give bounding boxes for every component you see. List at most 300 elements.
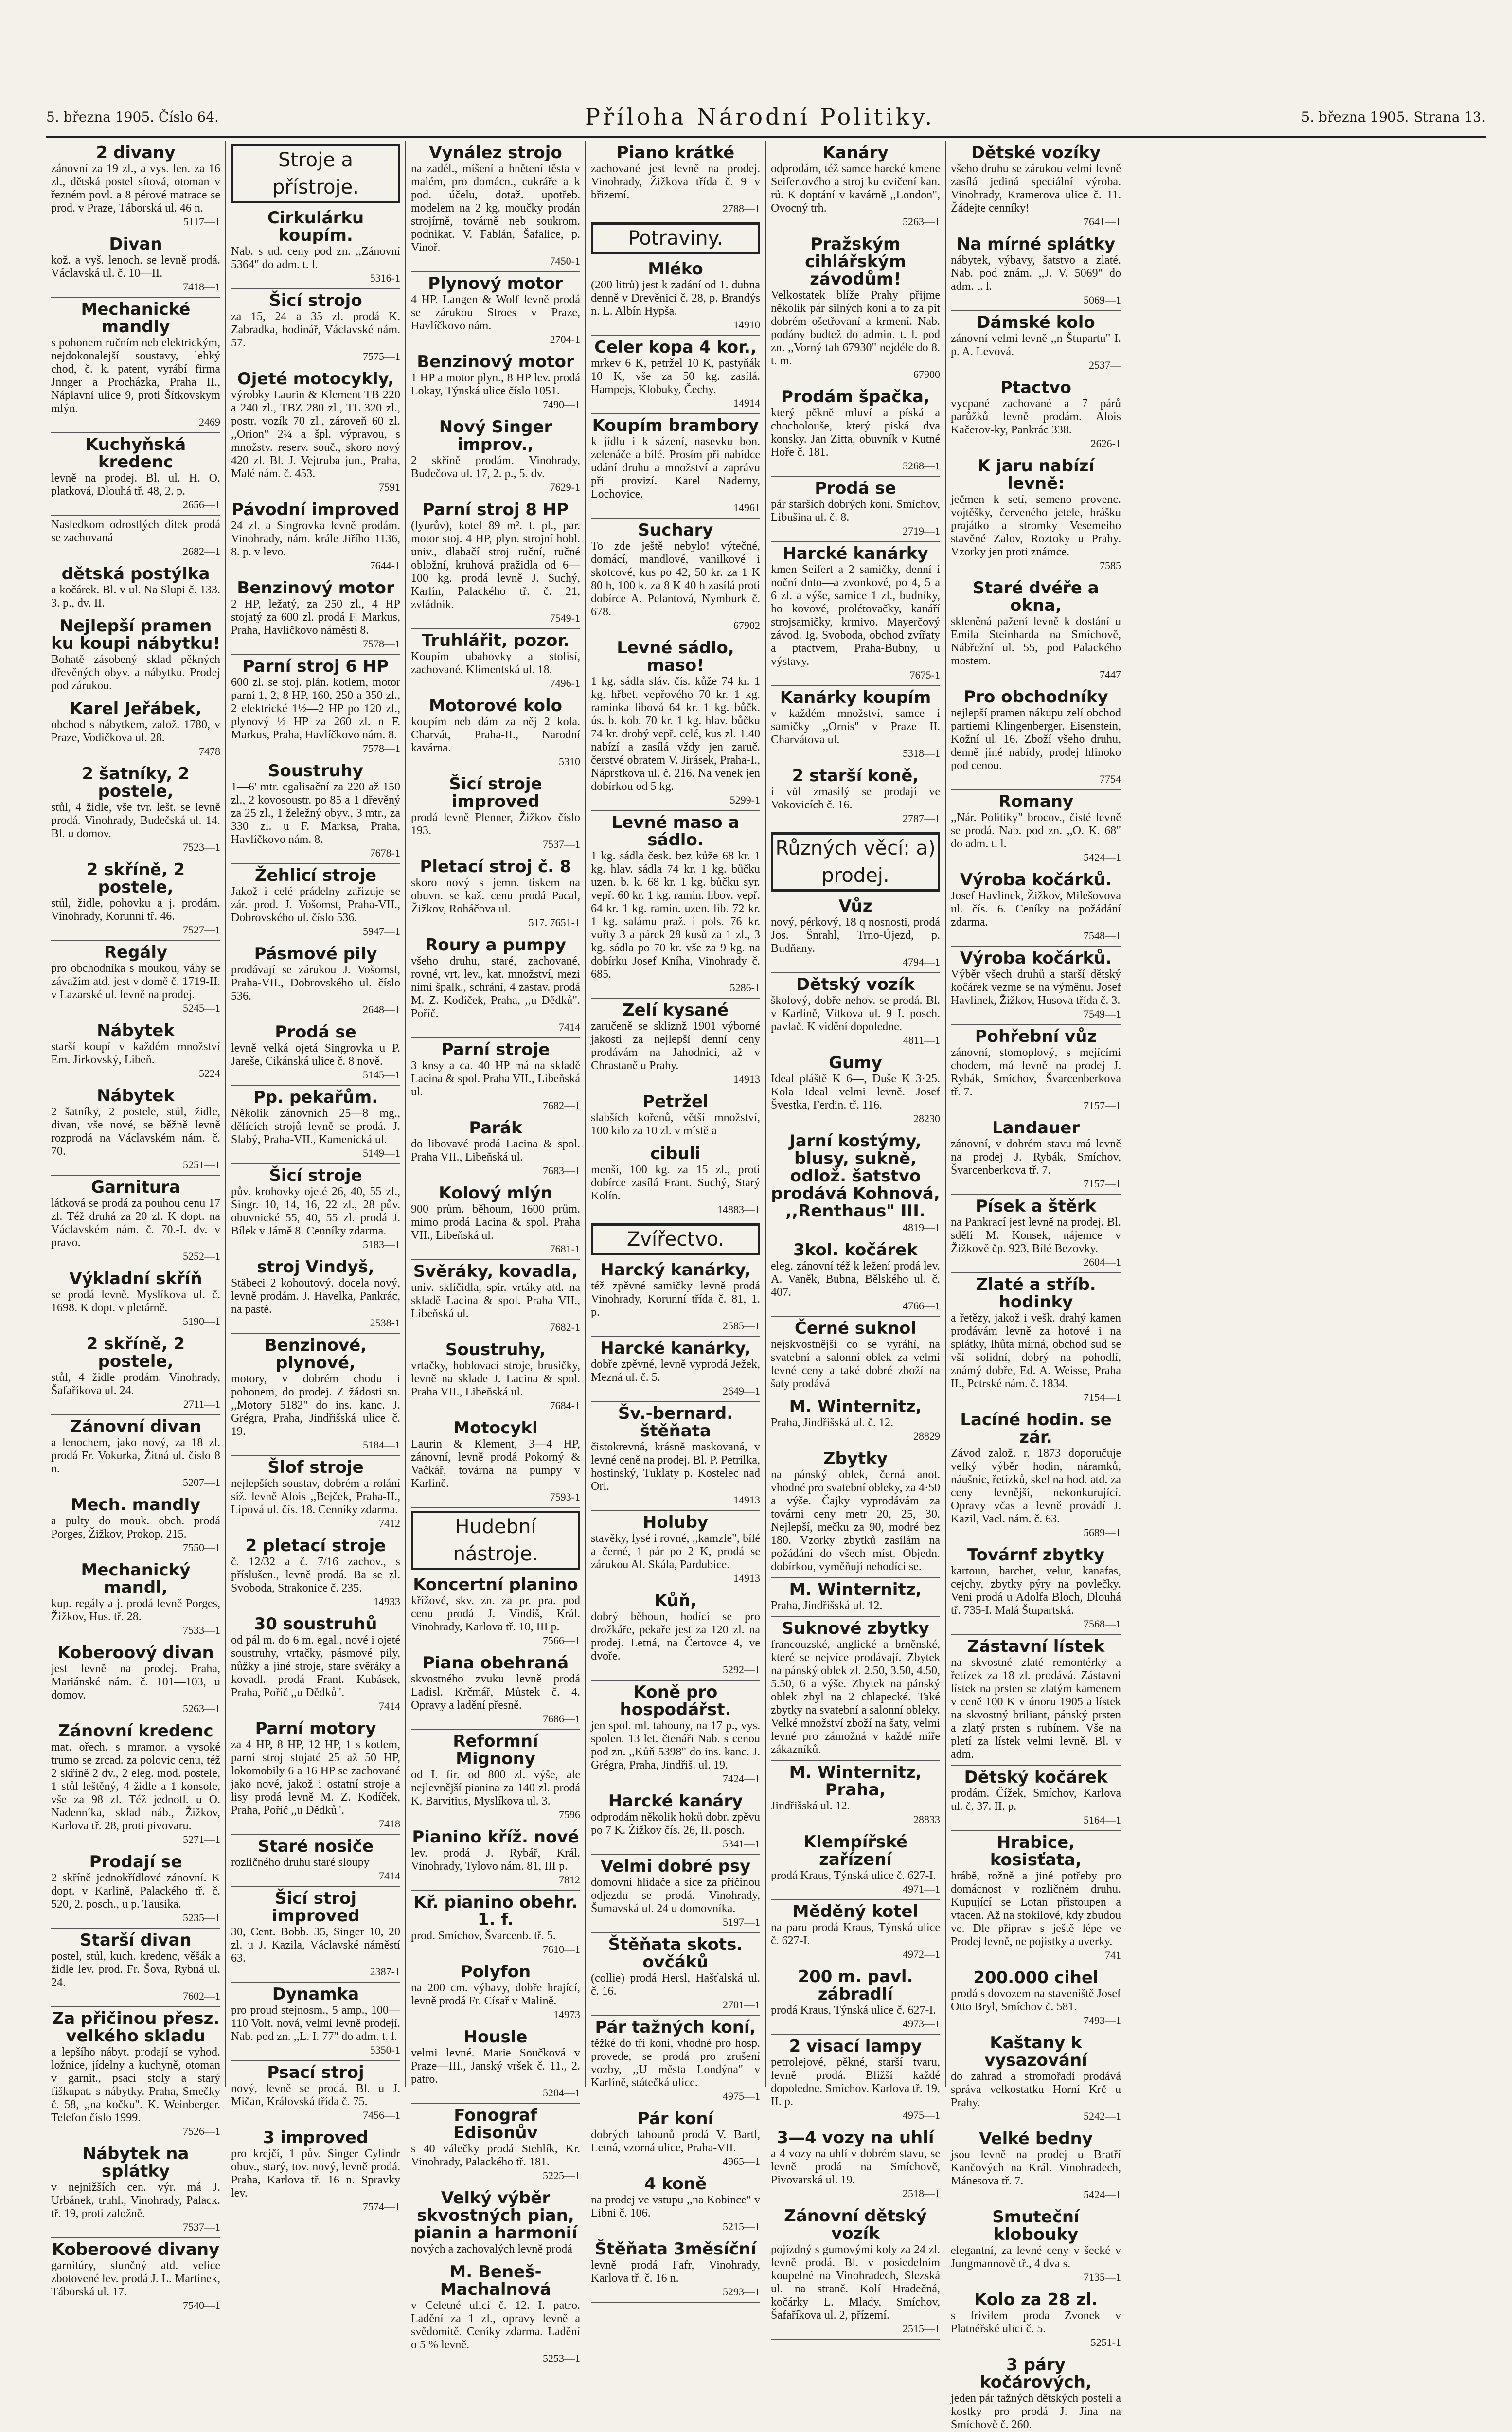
ad-title: Dynamka xyxy=(272,1985,359,2004)
ad-body: To zde ještě nebylo! výtečné, domácí, mandlové, vanilkové i skotcové, kus po 42, 50 kr. za 1 K 80 h, 100 k. za 8 K 40 h zasílá proti dobírce A. Pelantová, Nymburk č. 678. xyxy=(591,540,760,618)
column-6 xyxy=(946,141,1126,2431)
classified-ad xyxy=(771,894,940,973)
classified-ad xyxy=(771,1129,940,1238)
ad-body: Jindřišská ul. 12. xyxy=(771,1800,850,1812)
ad-body: dobrých tahounů prodá V. Bartl, Letná, vzorná ulice, Praha-VII. xyxy=(591,2128,760,2154)
ad-number: 5252—1 xyxy=(183,1250,220,1262)
ad-number: 14914 xyxy=(733,397,760,409)
column-1 xyxy=(46,141,226,2311)
ad-number: 4972—1 xyxy=(903,1948,940,1960)
ad-title: Pohřební vůz xyxy=(975,1027,1097,1046)
ad-title: Zástavní lístek xyxy=(967,1637,1105,1656)
ad-title: Dětské vozíky xyxy=(971,143,1101,162)
classified-ad xyxy=(411,1825,580,1891)
ad-title: Žehlicí stroje xyxy=(254,866,377,885)
ad-number: 7675-1 xyxy=(909,669,940,681)
ad-title: 2 šatníky, 2 postele, xyxy=(82,764,190,801)
ad-title: Motorové kolo xyxy=(428,696,563,715)
ad-body: prodá Kraus, Týnská ulice č. 627-I. xyxy=(771,2004,936,2017)
classified-ad xyxy=(771,1447,940,1578)
ad-title: Garnitura xyxy=(91,1178,180,1197)
classified-ad xyxy=(771,477,940,542)
classified-ad xyxy=(771,141,940,232)
ad-body: těžké do tří koní, vhodné pro hosp. provede, se prodá pro zrušení vozby, ,,U města Londýna" v Karlíně, státečká ulice. xyxy=(591,2037,760,2089)
classified-ad xyxy=(951,232,1121,311)
ad-title: Pár tažných koní, xyxy=(595,2018,756,2037)
ad-title: Prodají se xyxy=(89,1852,182,1872)
ad-body: nový, pérkový, 18 q nosnosti, prodá Jos. Šnrahl, Trno-Újezd, p. Budňany. xyxy=(771,916,940,955)
ad-title: Benzinový motor xyxy=(417,352,574,372)
ad-title: Svěráky, kovadla, xyxy=(413,1262,578,1281)
ad-title: Truhlářit, pozor. xyxy=(421,631,570,650)
classified-ad xyxy=(591,519,760,636)
ad-title: Levné maso a sádlo. xyxy=(611,813,740,850)
ad-title: Landauer xyxy=(992,1118,1080,1138)
ad-body: lev. prodá J. Rybář, Král. Vinohrady, Tylovo nám. 81, III p. xyxy=(411,1847,580,1873)
ad-body: též zpěvné samičky levně prodá Vinohrady, Korunní třída č. 81, 1. p. xyxy=(591,1280,760,1319)
ad-body: Ideal pláště K 6—, Duše K 3·25. Kola Ideal velmi levně. Josef Švestka, Ferdin. tř. 116. xyxy=(771,1073,940,1111)
ad-number: 2788—1 xyxy=(723,202,760,215)
ad-body: od pál m. do 6 m. egal., nové i ojeté soustruhy, vrtačky, pásmové pily, nůžky a jiné stroje, stare svěráky a kovadl. prodá Frant. Kubásek, Praha, Poříč ,,u Dědků". xyxy=(231,1634,400,1699)
ad-title: Štěňata skots. ovčáků xyxy=(608,1935,743,1972)
classified-ad xyxy=(51,1332,220,1415)
columns-container xyxy=(46,141,1486,2431)
ad-title: Prodá se xyxy=(275,1022,356,1042)
classified-ad xyxy=(951,2127,1121,2205)
ad-body: levně prodá Fafr, Vinohrady, Karlova tř. č. 16 n. xyxy=(591,2259,760,2285)
classified-ad xyxy=(771,1900,940,1965)
ad-number: 7578—1 xyxy=(363,742,400,754)
ad-body: francouzské, anglické a brněnské, které se nejvíce prodávají. Zbytek na pánský oblek zl. 2.50, 3.50, 4.50, 5.50, 6 a výše. Zbytek na pánský oblek zbyl na 2 chlapecké. Také zbytky na svatební a salonní obleky. Velké množství zboží na šaty, velmi levné pro zámožná v každé míře zákazníků. xyxy=(771,1638,940,1756)
ad-body: mrkev 6 K, petržel 10 K, pastyňák 10 K, vše za 50 kg. zasílá. Hampejs, Klobuky, Čechy. xyxy=(591,357,760,396)
ad-number: 7550—1 xyxy=(183,1541,220,1554)
classified-ad xyxy=(231,1983,400,2061)
classified-ad xyxy=(591,2107,760,2172)
ad-number: 5341—1 xyxy=(723,1838,760,1850)
ad-body: 1 kg. sádla sláv. čís. kůže 74 kr. 1 kg. hřbet. vepřového 70 kr. 1 kg. raminka libová 64 kr. 1 kg. bůčk. ús. b. kob. 70 kr. 1 kg. hlav. bůčku 74 kr. drobý vepř. celé, kus zl. 1.40 nabízí a zasílá vždy jen zaruč. čerstvé obratem V. Jirásek, Praha-I., Náprstkova ul. č. 216. Na venek jen dobírkou od 5 kg. xyxy=(591,675,760,793)
classified-ad xyxy=(231,1717,400,1835)
classified-ad xyxy=(411,272,580,350)
classified-ad xyxy=(51,1084,220,1176)
ad-body: odprodám, též samce harcké kmene Seifertového a stroj ku cvičení kan. rů. K doptání v kavárně ,,London", Ovocný trh. xyxy=(771,162,940,215)
ad-body: všeho druhu, staré, zachované, rovné, vrt. lev., kat. množství, mezi nimi špalk., schrání, 4 zastav. prodá M. Z. Kodíček, Praha, ,,u Dědků". Poříč. xyxy=(411,955,580,1020)
ad-title: 3 improved xyxy=(263,2128,369,2147)
classified-ad xyxy=(231,655,400,759)
ad-number: 7686—1 xyxy=(543,1713,580,1725)
classified-ad xyxy=(951,1273,1121,1408)
classified-ad xyxy=(951,141,1121,232)
classified-ad xyxy=(231,289,400,367)
ad-number: 7549—1 xyxy=(1084,1008,1121,1020)
ad-body: se prodá levně. Myslíkova ul. č. 1698. K dopt. v pletárně. xyxy=(51,1288,220,1314)
ad-body: na 200 cm. výbavy, dobře hrající, levně prodá Fr. Císař v Malině. xyxy=(411,1982,580,2007)
ad-number: 7549-1 xyxy=(550,612,580,624)
ad-number: 7533—1 xyxy=(183,1624,220,1636)
ad-title: Fonograf Edisonův xyxy=(453,2106,538,2143)
ad-title: Polyfon xyxy=(460,1962,531,1982)
ad-title: Mechanický mandl, xyxy=(81,1560,191,1597)
classified-ad xyxy=(51,141,220,232)
ad-body: skoro nový s jemn. tiskem na obuvn. se kaž. cenu prodá Pacal, Žižkov, Roháčova ul. xyxy=(411,876,580,915)
ad-title: Celer kopa 4 kor., xyxy=(594,338,757,357)
classified-ad xyxy=(51,1641,220,1719)
classified-ad xyxy=(51,232,220,298)
ad-number: 14883—1 xyxy=(717,1203,760,1216)
ad-body: (200 litrů) jest k zadání od 1. dubna denně v Drevěnici č. 28, p. Brandýs n. L. Albín Hypša. xyxy=(591,279,760,318)
ad-body: v Celetné ulici č. 12. I. patro. Ladění za 1 zl., opravy levně a svědomitě. Ceníky zdarma. Ladění o 5 % levně. xyxy=(411,2299,580,2351)
ad-body: i vůl zmasilý se prodají ve Vokovicích č. 16. xyxy=(771,786,940,811)
classified-ad xyxy=(771,2204,940,2340)
ad-title: Šicí stroj improved xyxy=(271,1889,360,1926)
ad-number: 2719—1 xyxy=(903,525,940,537)
classified-ad xyxy=(951,2205,1121,2288)
ad-body: dobrý běhoun, hodící se pro drožkáře, pekaře jest za 120 zl. na prodej. Letná, na Čertovce 4, ve dvoře. xyxy=(591,1610,760,1663)
ad-body: stůl, 4 židle prodám. Vinohrady, Šafaříkova ul. 24. xyxy=(51,1371,220,1397)
classified-ad xyxy=(411,1116,580,1181)
ad-number: 14913 xyxy=(733,1572,760,1584)
ad-number: 2537— xyxy=(1089,359,1121,371)
ad-body: do libovavé prodá Lacina & spol. Praha VII., Libeňská ul. xyxy=(411,1138,580,1163)
classified-ad xyxy=(591,141,760,219)
ad-body: od I. fir. od 800 zl. výše, ale nejlevnější pianina za 140 zl. prodá K. Barvitius, Myslíkova ul. 3. xyxy=(411,1769,580,1807)
ad-title: Benzinový motor xyxy=(237,578,394,598)
ad-title: M. Winternitz, xyxy=(789,1580,922,1599)
ad-body: 4 HP. Langen & Wolf levně prodá se zárukou Stroes v Praze, Havlíčkovo nám. xyxy=(411,293,580,332)
classified-ad xyxy=(951,2031,1121,2127)
ad-number: 7540—1 xyxy=(183,2299,220,2311)
classified-ad xyxy=(591,1090,760,1142)
classified-ad xyxy=(231,759,400,864)
ad-number: 7490—1 xyxy=(543,398,580,411)
ad-title: Dětský vozík xyxy=(796,975,915,994)
ad-number: 2585—1 xyxy=(723,1320,760,1332)
ad-body: zachované jest levně na prodej. Vinohrady, Žižkova třída č. 9 v břizemí. xyxy=(591,162,760,201)
ad-title: Petržel xyxy=(642,1092,709,1111)
ad-body: na skvostné zlaté remontérky a řetízek za 18 zl. prodává. Zástavni lístek na prsten se zlatým kamenem v ceně 100 K v únoru 1905 a lístek na skvostný briliant, pánský prsten a zlatý prsten s rubínem. Vše na pletí za lístek velmi levně. Bl. v adm. xyxy=(951,1656,1121,1761)
ad-body: k jídlu i k sázení, nasevku bon. zelenáče a bílé. Prosím při nabídce udání druhu a množství a zaprávu při provizí. Karel Naderny, Lochovice. xyxy=(591,435,760,501)
classified-ad xyxy=(591,336,760,414)
classified-ad xyxy=(231,498,400,576)
ad-title: Regály xyxy=(104,943,168,962)
ad-body: obchod s nábytkem, založ. 1780, v Praze, Vodičkova ul. 28. xyxy=(51,718,220,744)
ad-body: na paru prodá Kraus, Týnská ulice č. 627-I. xyxy=(771,1921,940,1947)
classified-ad xyxy=(771,1830,940,1900)
classified-ad xyxy=(231,367,400,498)
ad-number: 4794—1 xyxy=(903,956,940,968)
ad-body: školový, dobře nehov. se prodá. Bl. v Karlině, Vítkova ul. 9 I. posch. pavlač. K vidění dopoledne. xyxy=(771,994,940,1033)
ad-body: Stäbeci 2 kohoutový. docela nový, levně prodám. J. Havelka, Pankrác, na pastě. xyxy=(231,1277,400,1316)
ad-body: který pěkně mluví a píská a chocholouše, který piská dva konsky. Jan Zitta, obuvník v Kutné Hoře č. 181. xyxy=(771,407,940,459)
ad-number: 5197—1 xyxy=(723,1916,760,1928)
ad-number: 7591 xyxy=(379,481,400,493)
ad-title: Koberoový divan xyxy=(57,1643,214,1663)
ad-number: 2648—1 xyxy=(363,1003,400,1016)
classified-ad xyxy=(951,1116,1121,1195)
ad-number: 28829 xyxy=(913,1430,940,1442)
classified-ad xyxy=(591,1681,760,1789)
classified-ad xyxy=(771,1617,940,1761)
classified-ad xyxy=(411,1960,580,2025)
classified-ad xyxy=(771,1051,940,1129)
ad-title: 2 visací lampy xyxy=(789,2037,922,2056)
ad-body: všeho druhu se zárukou velmi levně zasílá jediná speciální výroba. Vinohrady, Kramerova ulice č. 11. Žádejte cenníky! xyxy=(951,162,1121,215)
classified-ad xyxy=(51,1176,220,1267)
ad-number: 4973—1 xyxy=(903,2018,940,2030)
ad-number: 7456—1 xyxy=(363,2109,400,2121)
header-title: Příloha Národní Politiky. xyxy=(585,104,935,130)
ad-body: motory, v dobrém chodu i pohonem, do prodej. Z žádosti sn. ,,Motory 5182" do ins. kanc. J. Grégra, Praha, Jindřišská ulice č. 19. xyxy=(231,1373,400,1438)
classified-ad xyxy=(771,1238,940,1317)
ad-number: 7414 xyxy=(559,1021,580,1033)
ad-title: Měděný kotel xyxy=(792,1902,919,1921)
ad-title: Plynový motor xyxy=(428,274,563,293)
ad-title: Roury a pumpy xyxy=(425,935,566,955)
classified-ad xyxy=(771,2126,940,2204)
ad-body: 2 šatníky, 2 postele, stůl, židle, divan, vše nové, se běžně levně rozprodá na Václavském nám. č. 70. xyxy=(51,1106,220,1158)
ad-title: Suchary xyxy=(638,520,713,540)
ad-body: pro proud stejnosm., 5 amp., 100—110 Volt. nová, velmi levně prodejí. Nab. pod zn. ,,L. I. 77" do adm. t. l. xyxy=(231,2004,400,2043)
classified-ad xyxy=(591,1789,760,1855)
ad-title: Mechanické mandly xyxy=(81,300,191,337)
ad-body: kartoun, barchet, velur, kanafas, cejchy, zbytky pýry na povlečky. Veni prodá u Adolfa Bloch, Dlouhá tř. 735-I. Malá Štupartská. xyxy=(951,1565,1121,1617)
classified-ad xyxy=(231,942,400,1020)
classified-ad xyxy=(951,1766,1121,1831)
ad-number: 4975—1 xyxy=(723,2090,760,2102)
ad-body: Bohatě zásobený sklad pěkných dřevěných obyv. a nábytku. Prodej pod zárukou. xyxy=(51,653,220,692)
ad-number: 7493—1 xyxy=(1084,2014,1121,2026)
classified-ad xyxy=(411,2260,580,2369)
ad-body: 3 knsy a ca. 40 HP má na skladě Lacina & spol. Praha VII., Libeňská ul. xyxy=(411,1059,580,1098)
ad-title: Šicí strojo xyxy=(269,291,362,310)
ad-body: Praha, Jindřišská ul. 12. xyxy=(771,1599,883,1612)
classified-ad xyxy=(231,576,400,655)
ad-number: 5263—1 xyxy=(183,1702,220,1715)
ad-title: Vůz xyxy=(838,896,872,916)
ad-body: kož. a vyš. lenoch. se levně prodá. Václavská ul. č. 10—II. xyxy=(51,254,220,280)
ad-number: 4971—1 xyxy=(903,1883,940,1895)
ad-body: domovní hlídače a sice za příčinou odjezdu se prodá. Vinohrady, Šumavská ul. 24 u domovníka. xyxy=(591,1876,760,1915)
ad-number: 14913 xyxy=(733,1073,760,1085)
ad-number: 5184—1 xyxy=(363,1439,400,1451)
classified-ad xyxy=(591,1402,760,1511)
ad-number: 5310 xyxy=(559,755,580,768)
section-heading: Zvířectvo. xyxy=(591,1223,760,1255)
classified-ad xyxy=(951,454,1121,576)
ad-number: 5424—1 xyxy=(1084,851,1121,863)
classified-ad xyxy=(771,764,940,829)
classified-ad xyxy=(231,206,400,289)
ad-number: 5117—1 xyxy=(183,215,220,228)
classified-ad xyxy=(591,811,760,999)
classified-ad xyxy=(591,2237,760,2303)
section-heading: Různých věcí: a) prodej. xyxy=(771,832,940,892)
ad-title: Harcký kanárky, xyxy=(600,1260,751,1280)
classified-ad xyxy=(51,516,220,562)
ad-title: Piano krátké xyxy=(616,143,735,162)
ad-number: 2704-1 xyxy=(550,333,580,345)
column-5 xyxy=(766,141,946,2335)
ad-number: 7412 xyxy=(379,1517,400,1529)
section-heading: Hudební nástroje. xyxy=(411,1511,580,1570)
ad-number: 7683—1 xyxy=(543,1164,580,1177)
section-heading: Potraviny. xyxy=(591,222,760,254)
ad-title: Na mírné splátky xyxy=(956,234,1116,254)
ad-number: 5316-1 xyxy=(370,272,400,284)
ad-title: Pletací stroj č. 8 xyxy=(420,857,571,876)
classified-ad xyxy=(411,141,580,272)
classified-ad xyxy=(51,1850,220,1929)
ad-title: Levné sádlo, maso! xyxy=(617,638,734,675)
ad-body: 2 HP, ležatý, za 250 zl., 4 HP stojatý za 600 zl. prodá F. Markus, Praha, Havlíčkovo náměstí 8. xyxy=(231,598,400,637)
classified-ad xyxy=(231,1456,400,1534)
ad-body: (collie) prodá Hersl, Hašťalská ul. č. 16. xyxy=(591,1972,760,1998)
classified-ad xyxy=(771,1395,940,1447)
ad-number: 14961 xyxy=(733,501,760,514)
ad-title: Nábytek na splátky xyxy=(82,2144,189,2181)
ad-body: nejskvostnější co se vyráhí, na svatební a salonní oblek za velmi levné ceny a také dobré zboží na šaty prodává xyxy=(771,1338,940,1390)
classified-ad xyxy=(591,1933,760,2016)
ad-body: kup. regály a j. prodá levně Porges, Žižkov, Hus. tř. 28. xyxy=(51,1597,220,1623)
ad-number: 7523—1 xyxy=(183,841,220,853)
ad-number: 7450-1 xyxy=(550,255,580,267)
ad-number: 28833 xyxy=(913,1813,940,1825)
ad-title: Koně pro hospodářst. xyxy=(620,1682,731,1719)
ad-title: Mléko xyxy=(648,259,703,279)
ad-number: 5224 xyxy=(199,1067,220,1079)
ad-title: Koncertní planino xyxy=(413,1575,578,1594)
classified-ad xyxy=(411,1181,580,1260)
classified-ad xyxy=(411,933,580,1038)
classified-ad xyxy=(771,1761,940,1830)
ad-body: levně na prodej. Bl. ul. H. O. platková, Dlouhá tř. 48, 2. p. xyxy=(51,472,220,498)
classified-ad xyxy=(591,257,760,336)
classified-ad xyxy=(771,1317,940,1395)
ad-body: odprodám několik hoků dobr. zpěvu po 7 K. Žižkov čís. 26, II. posch. xyxy=(591,1811,760,1837)
ad-number: 7157—1 xyxy=(1084,1099,1121,1111)
ad-number: 5235—1 xyxy=(183,1912,220,1924)
ad-number: 67900 xyxy=(913,368,940,380)
classified-ad xyxy=(411,855,580,933)
ad-number: 5190—1 xyxy=(183,1315,220,1327)
ad-title: Kůň, xyxy=(654,1591,697,1610)
ad-number: 2787—1 xyxy=(903,812,940,824)
ad-title: Kanáry xyxy=(822,143,889,162)
ad-number: 7682—1 xyxy=(543,1099,580,1111)
section-heading: Stroje a přístroje. xyxy=(231,144,400,203)
ad-title: Staré nosiče xyxy=(257,1837,374,1856)
classified-ad xyxy=(951,2288,1121,2353)
classified-ad xyxy=(51,298,220,433)
ad-title: 2 skříně, 2 postele, xyxy=(86,1334,185,1371)
ad-title: Nábytek xyxy=(97,1086,175,1106)
ad-number: 14910 xyxy=(733,319,760,331)
ad-title: Kolový mlýn xyxy=(439,1183,552,1203)
ad-title: Šicí stroje improved xyxy=(449,774,542,811)
ad-number: 5689—1 xyxy=(1084,1526,1121,1538)
ad-body: jeden pár tažných dětských posteli a kostky pro prodá J. Jína na Smíchově č. 260. xyxy=(951,2392,1121,2431)
classified-ad xyxy=(411,415,580,498)
ad-number: 2604—1 xyxy=(1084,1256,1121,1268)
ad-body: 24 zl. a Singrovka levně prodám. Vinohrady, nám. krále Jiřího 1136, 8. p. v levo. xyxy=(231,519,400,558)
ad-title: 2 pletací stroje xyxy=(245,1536,386,1556)
ad-number: 7596 xyxy=(559,1808,580,1821)
ad-body: eleg. zánovní též k ležení prodá lev. A. Vaněk, Bubna, Bělského ul. č. 407. xyxy=(771,1260,940,1299)
ad-body: 600 zl. se stoj. plán. kotlem, motor parní 1, 2, 8 HP, 160, 250 a 350 zl., 2 elektrické 1½—2 HP po 120 zl., plynový ½ HP za 260 zl. n F. Markus, Praha, Havlíčkovo nám. 8. xyxy=(231,676,400,741)
ad-title: Velmi dobré psy xyxy=(600,1857,751,1876)
ad-title: Divan xyxy=(109,234,162,254)
ad-title: Motocykl xyxy=(453,1418,538,1438)
ad-body: nových a zachovalých levně prodá xyxy=(411,2243,572,2255)
ad-body: zánovní, stomoplový, s mejícími chodem, má levně na prodej J. Rybák, Smíchov, Švarcenberkova tř. 7. xyxy=(951,1046,1121,1098)
ad-title: K jaru nabízí levně: xyxy=(977,456,1095,493)
ad-body: 1 kg. sádla česk. bez kůže 68 kr. 1 kg. hlav. sádla 74 kr. 1 kg. bůčku uzen. b. k. 68 kr. 1 kg. bůčku syr. vepř. 60 kr. 1 kg. ramin. libov. vepř. 64 kr. 1 kg. ramin. uzen. lib. 72 kr. 1 kg. salámu praž. i pols. 76 kr. vuřty 3 a párek 28 kusů za 1 zl., 3 kg. sádla po 70 kr. vše za 9 kg. na dobírku Josef Kníha, Vinohrady č. 685. xyxy=(591,850,760,981)
ad-body: Nab. s ud. ceny pod zn. ,,Zánovní 5364" do adm. t. l. xyxy=(231,245,400,271)
header-date-left: 5. března 1905. Číslo 64. xyxy=(46,108,219,125)
ad-body: za 15, 24 a 35 zl. prodá K. Zabradka, hodinář, Václavské nám. 57. xyxy=(231,310,400,349)
ad-body: a lenochem, jako nový, za 18 zl. prodá Fr. Vokurka, Žitná ul. číslo 8 n. xyxy=(51,1436,220,1475)
ad-body: Velkostatek blíže Prahy přijme několik pár silných koní a to za pit dobrém ošetřovaní a krmení. Nab. podány budtež do admin. t. l. pod zn. ,,Vorný tah 67930" nejdéle do 8. t. m. xyxy=(771,289,940,367)
ad-title: Šicí stroje xyxy=(269,1166,362,1185)
ad-number: 2649—1 xyxy=(723,1385,760,1397)
classified-ad xyxy=(951,1831,1121,1966)
ad-title: Benzinové, plynové, xyxy=(264,1336,367,1373)
ad-number: 5207—1 xyxy=(183,1476,220,1488)
ad-title: Soustruhy, xyxy=(445,1340,546,1359)
ad-body: zánovní za 19 zl., a vys. len. za 16 zl., dětská postel sítová, otoman v řezném povl. a 8 pérové matrace se prod. v Praze, Táborská ul. 46 n. xyxy=(51,162,220,215)
ad-number: 7154—1 xyxy=(1084,1391,1121,1403)
ad-title: 30 soustruhů xyxy=(254,1614,377,1634)
ad-title: Koupím brambory xyxy=(592,416,759,435)
ad-body: univ. sklíčidla, spir. vrtáky atd. na skladě Lacina & spol. Praha VII., Libeňská ul. xyxy=(411,1281,580,1320)
ad-body: 900 prům. běhoum, 1600 prům. mimo prodá Lacina & spol. Praha VII., Libeňská ul. xyxy=(411,1203,580,1242)
ad-title: Harcké kanárky xyxy=(783,544,928,563)
ad-title: Za přičinou přesz. velkého skladu xyxy=(52,2009,220,2046)
classified-ad xyxy=(51,2007,220,2142)
ad-title: Zelí kysané xyxy=(622,1001,729,1020)
ad-number: 2711—1 xyxy=(183,1398,220,1410)
classified-ad xyxy=(51,858,220,941)
ad-body: v každém množství, samce i samičky ,,Ornis" v Praze II. Charvátova ul. xyxy=(771,707,940,746)
ad-title: Karel Jeřábek, xyxy=(70,699,202,718)
ad-title: Psací stroj xyxy=(267,2063,364,2082)
ad-title: Hrabice, kosisťata, xyxy=(990,1833,1082,1870)
ad-title: Továrnf zbytky xyxy=(967,1545,1105,1565)
ad-body: jsou levně na prodej u Bratří Kančových na Král. Vinohradech, Mánesova tř. 7. xyxy=(951,2148,1121,2187)
ad-title: Pro obchodníky xyxy=(963,687,1108,707)
ad-body: elegantní, za levné ceny v šecké v Jungmannově tř., 4 dva s. xyxy=(951,2244,1121,2270)
ad-number: 7593-1 xyxy=(550,1491,580,1503)
ad-title: Housle xyxy=(463,2027,528,2047)
ad-number: 5183—1 xyxy=(363,1238,400,1251)
classified-ad xyxy=(231,1835,400,1887)
ad-number: 2469 xyxy=(199,416,220,428)
ad-number: 7135—1 xyxy=(1084,2271,1121,2283)
ad-title: stroj Vindyš, xyxy=(257,1257,374,1277)
ad-body: skleněná pažení levně k dostání u Emila Steinharda na Smíchově, Nábřežní ul. 55, pod Palackého mostem. xyxy=(951,615,1121,667)
ad-title: Holuby xyxy=(642,1513,709,1532)
ad-title: Koberoové divany xyxy=(52,2240,220,2259)
ad-number: 7526—1 xyxy=(183,2125,220,2137)
ad-body: Jakož i celé prádelny zařizuje se zár. prod. J. Vošomst, Praha-VII., Dobrovského ul. číslo 536. xyxy=(231,885,400,924)
ad-body: Výběr všech druhů a starší dětský kočárek vezme se na výměnu. Josef Havlinek, Žižkov, Husova třída č. 3. xyxy=(951,968,1121,1007)
ad-title: M. Winternitz, xyxy=(789,1397,922,1416)
ad-number: 4975—1 xyxy=(903,2109,940,2121)
header-date-right: 5. března 1905. Strana 13. xyxy=(1301,108,1486,125)
ad-body: Několik zánovních 25—8 mg., dělících strojů levně se prodá. J. Slabý, Praha-VII., Kamenická ul. xyxy=(231,1107,400,1146)
ad-number: 5251-1 xyxy=(1090,2336,1121,2348)
ad-title: 2 skříně, 2 postele, xyxy=(86,860,185,897)
ad-body: Závod založ. r. 1873 doporučuje velký výběr hodin, náramků, náušnic, řetízků, skel na hod. atd. za ceny levnější, nekonkurující. Opravy včas a levně provádí J. Kazil, Vacl. nám. č. 63. xyxy=(951,1447,1121,1525)
